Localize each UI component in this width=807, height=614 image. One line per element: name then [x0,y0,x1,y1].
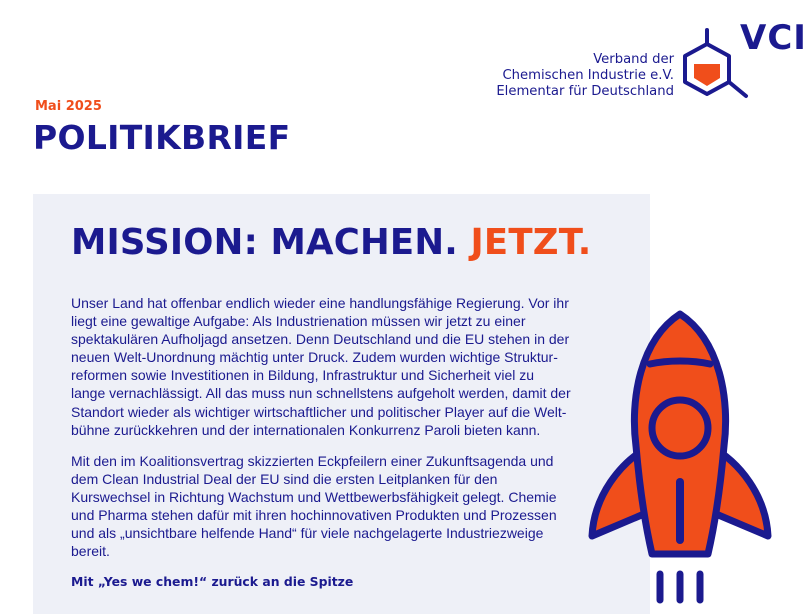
page-title: POLITIKBRIEF [33,118,291,157]
vci-logo-text: VCI [740,18,807,58]
organization-name [496,52,674,100]
article-headline [71,222,591,263]
org-line-1: Verband der [593,52,674,67]
headline-accent: JETZT. [470,222,592,263]
org-line-3: Elementar für Deutschland [496,84,674,99]
section-subheading: Mit „Yes we chem!“ zurück an die Spitze [71,574,354,589]
org-line-2: Chemischen Industrie e.V. [502,68,674,83]
issue-date: Mai 2025 [35,99,102,114]
paragraph-2: Mit den im Koalitionsvertrag skizzierten Eckpfeilern einer Zukunftsagenda und dem Clean Industrial Deal der EU sind die ersten Leitplanken für den Kurswechsel in Richtung Wachstum und Wettbewerbsfähigkeit gelegt. Chemie und Pharma stehen dafür mit ihren hochinnovativen Produkten und Prozessen und als „unsichtbare helfende Hand“ für viele nachgelagerte Industriezweige bereit. [71,453,557,560]
rocket-icon [580,304,780,600]
headline-main: MISSION: MACHEN. [71,222,458,263]
paragraph-1: Unser Land hat offenbar endlich wieder eine handlungsfähige Regierung. Vor ihr liegt eine gewaltige Aufgabe: Als Industrienation müssen wir jetzt zu einer spektakulären Aufholjagd ansetzen. Denn Deutschland und die EU stehen in der neuen Welt-Unordnung mächtig unter Druck. Zudem wurden wichtige Struktur-reformen sowie Investitionen in Bildung, Infrastruktur und Sicherheit viel zu lange vernachlässigt. All das muss nun schnellstens aufgeholt werden, damit der Standort wieder als wichtiger wirtschaftlicher und politischer Player auf die Welt-bühne zurückkehren und der internationalen Konkurrenz Paroli bieten kann. [71,295,571,438]
